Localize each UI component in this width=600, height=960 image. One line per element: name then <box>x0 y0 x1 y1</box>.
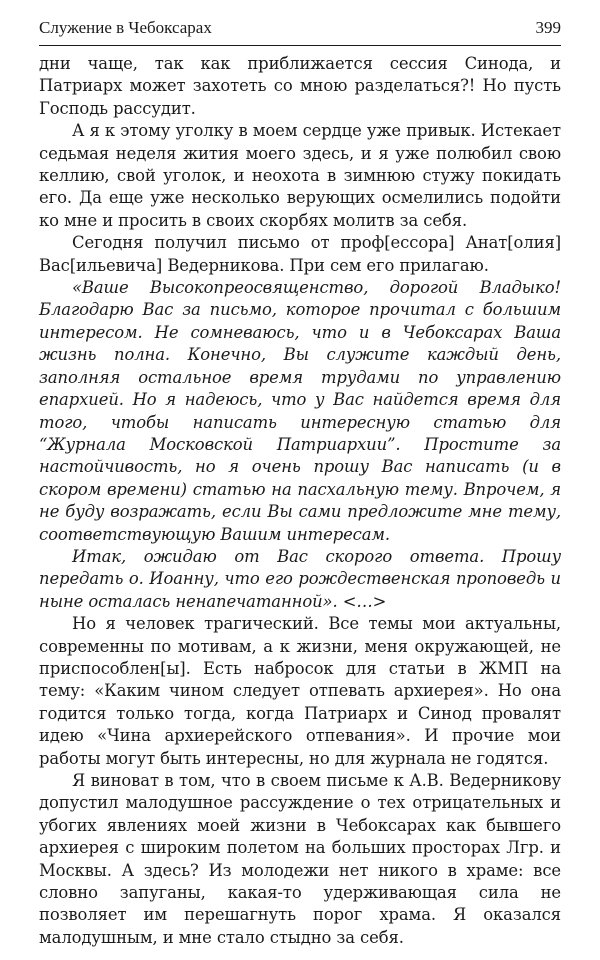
paragraph: А я к этому уголку в моем сердце уже привык. Истекает седьмая неделя жития моего здесь, и я уже полюбил свою келлию, свой уголок, и неохота в зимнюю стужу покидать его. Да еще уже несколько верующих осмелились подойти ко мне и просить в своих скорбях молитв за себя. <box>39 121 561 230</box>
paragraph-continued: дни чаще, так как приближается сессия Синода, и Патриарх может захотеть со мною разделаться?! Но пусть Господь рассудит. <box>39 54 561 118</box>
chapter-title: Служение в Чебоксарах <box>39 18 212 37</box>
quoted-letter-end: Итак, ожидаю от Вас скорого ответа. Прошу передать о. Иоанну, что его рождественская проповедь и ныне осталась ненапечатанной». <…> <box>39 546 561 611</box>
header-rule <box>39 45 561 46</box>
paragraph: Я виноват в том, что в своем письме к А.В. Ведерникову допустил малодушное рассуждение о тех отрицательных и убогих явлениях моей жизни в Чебоксарах как бывшего архиерея с широким полетом на больших просторах Лгр. и Москвы. А здесь? Из молодежи нет никого в храме: все словно запуганы, какая-то удерживающая сила не позволяет им перешагнуть порог храма. Я оказался малодушным, и мне стало стыдно за себя. <box>39 771 561 947</box>
paragraph: Сегодня получил письмо от проф[ессора] Анат[олия] Вас[ильевича] Ведерникова. При сем его прилагаю. <box>39 233 561 275</box>
quoted-letter: «Ваше Высокопреосвященство, дорогой Владыко! Благодарю Вас за письмо, которое прочитал с большим интересом. Не сомневаюсь, что и в Чебоксарах Ваша жизнь полна. Конечно, Вы служите каждый день, заполняя остальное время трудами по управлению епархией. Но я надеюсь, что у Вас найдется время для того, чтобы написать интересную статью для “Журнала Московской Патриархии”. Простите за настойчивость, но я очень прошу Вас написать (и в скором времени) статью на пасхальную тему. Впрочем, я не буду возражать, если Вы сами предложите мне тему, соответствующую Вашим интересам. <box>39 278 561 544</box>
page-body <box>39 53 561 949</box>
paragraph: Но я человек трагический. Все темы мои актуальны, современны по мотивам, а к жизни, меня окружающей, не приспособлен[ы]. Есть набросок для статьи в ЖМП на тему: «Каким чином следует отпевать архиерея». Но она годится только тогда, когда Патриарх и Синод провалят идею «Чина архиерейского отпевания». И прочие мои работы могут быть интересны, но для журнала не годятся. <box>39 614 561 768</box>
running-header <box>39 18 561 38</box>
page-number: 399 <box>535 18 561 37</box>
